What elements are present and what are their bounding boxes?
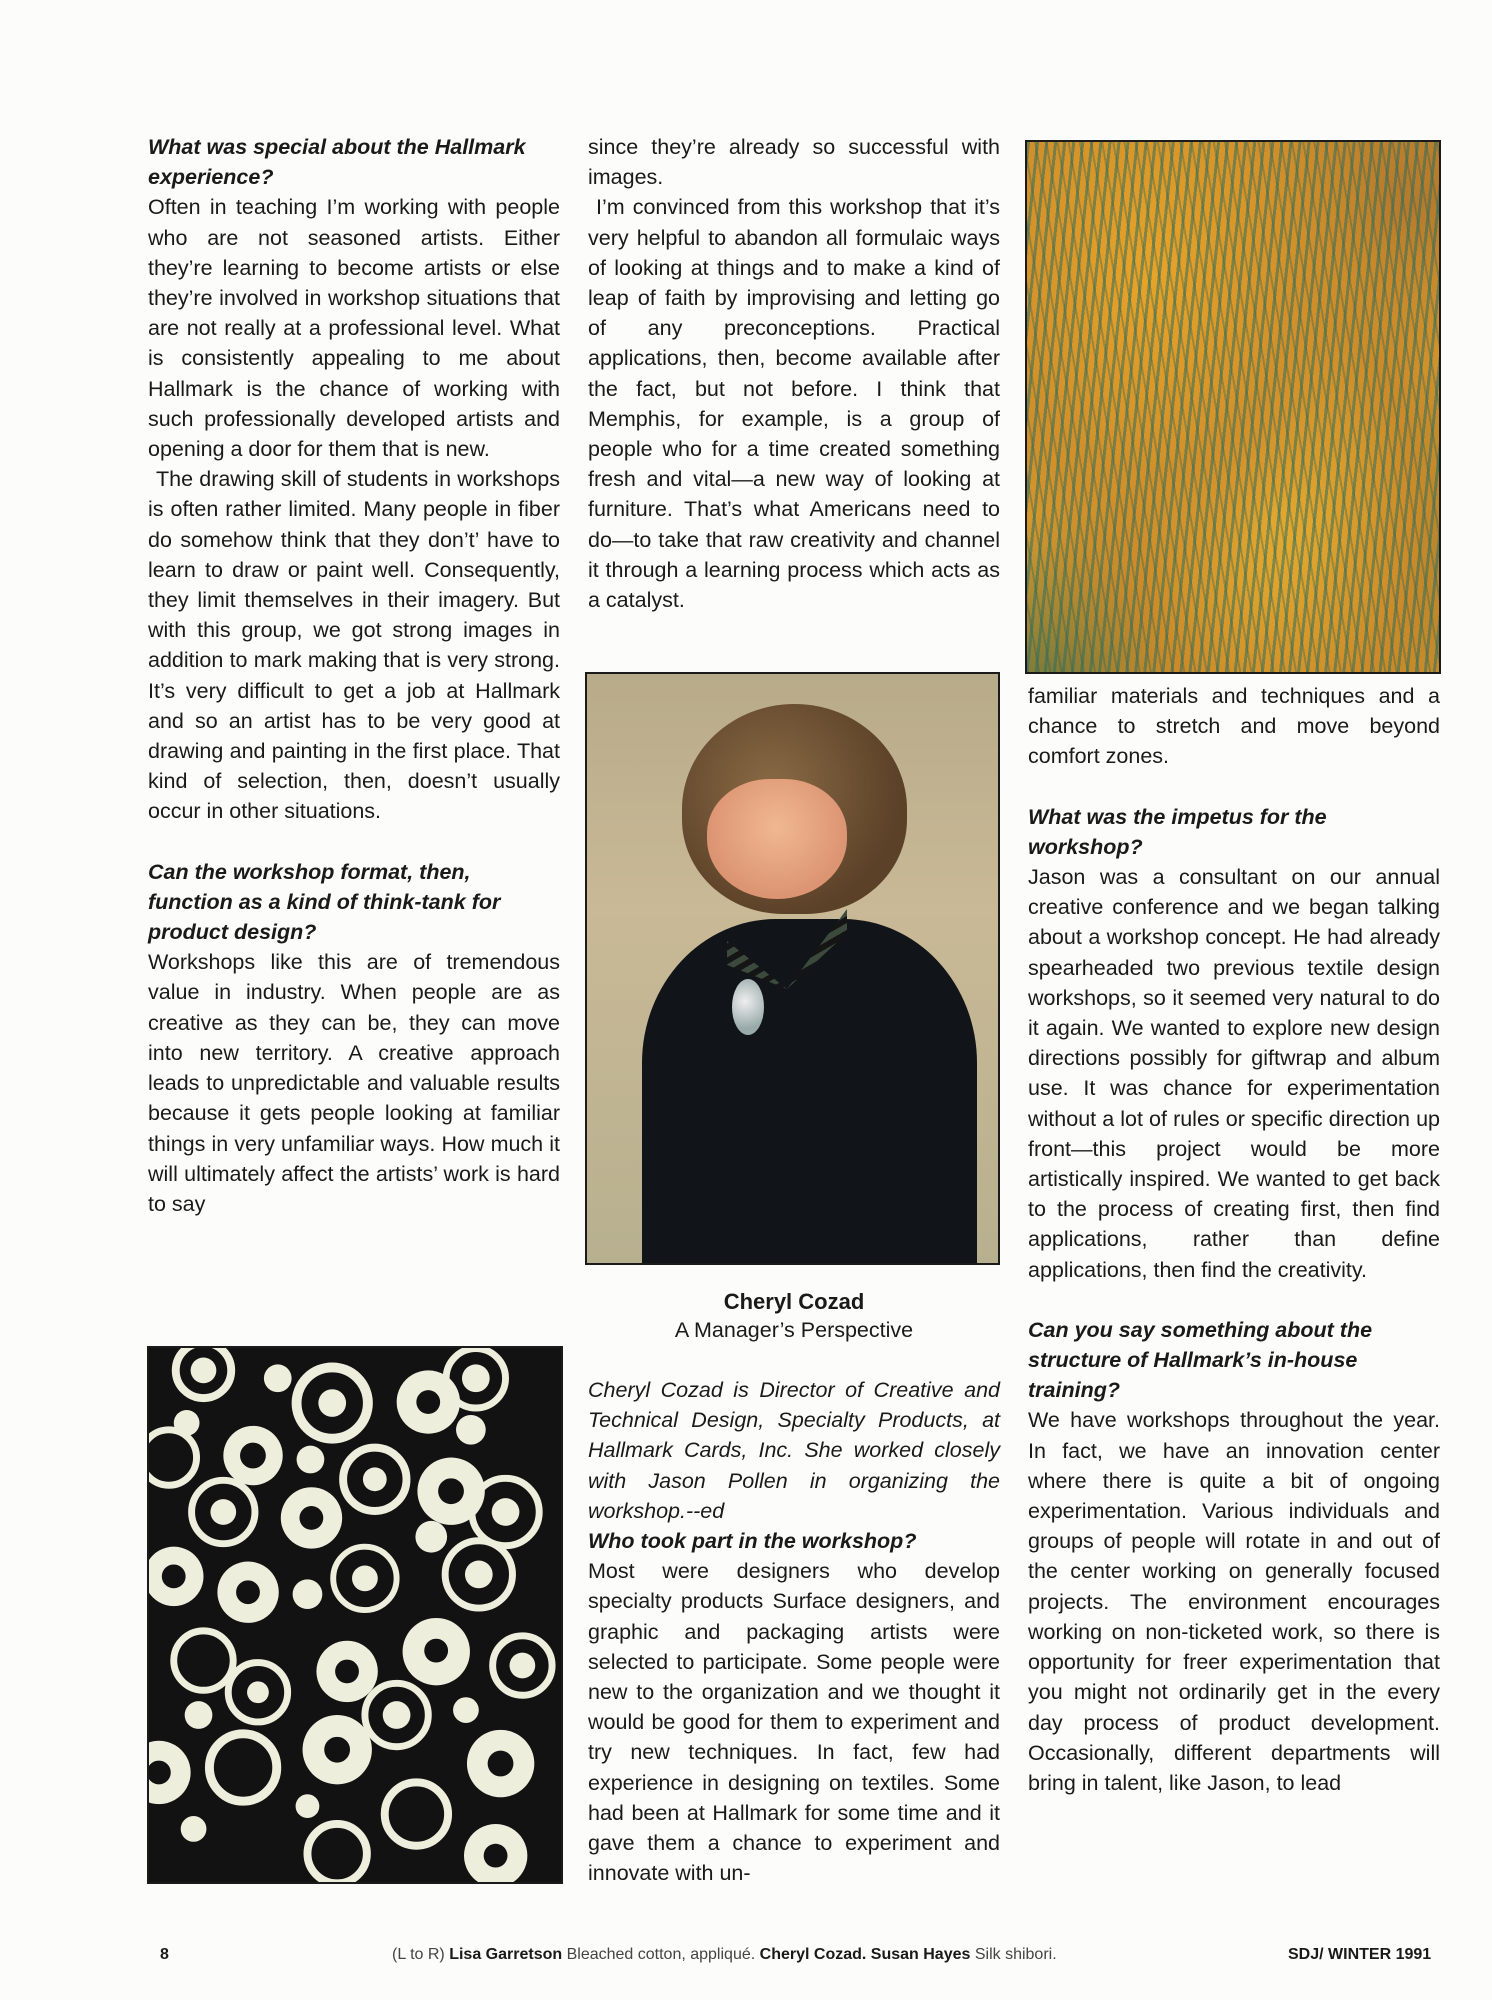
paragraph: Jason was a consultant on our annual creative conference and we began talking about a workshop concept. He had already spearheaded two previous textile design workshops, so it seemed very natural to do it again. We wanted to explore new design directions possibly for giftwrap and album use. It was chance for experimentation without a lot of rules or specific direction up front—this project would be more artistically inspired. We wanted to get back to the process of creating first, then find applications, rather than define applications, then find the creativity.	[1028, 865, 1440, 1282]
question-heading: Who took part in the workshop?	[588, 1529, 917, 1554]
paragraph: since they’re already so successful with images.	[588, 135, 1000, 190]
artist-name: Lisa Garretson	[449, 1946, 563, 1963]
paragraph: I’m convinced from this workshop that it’s very helpful to abandon all formulaic ways of looking at things and to make a kind of leap of faith by improvising and letting go of any preconceptions. Practical applications, then, become available after the fact, but not before. I think that Memphis, for example, is a group of people who for a time created something fresh and vital—a new way of looking at furniture. That’s what Americans need to do—to take that raw creativity and channel it through a learning process which acts as a catalyst.	[588, 195, 1000, 613]
bleached-cotton-print-photo	[147, 1346, 563, 1884]
portrait-brooch	[732, 979, 764, 1035]
credits-prefix: (L to R)	[392, 1946, 445, 1963]
question-heading: Can the workshop format, then, function as a kind of think-tank for product design?	[148, 859, 501, 945]
artwork-description: Silk shibori.	[974, 1946, 1057, 1963]
paragraph: Workshops like this are of tremendous value in industry. When people are as creative as they can be, they can move into new territory. A creative approach leads to unpredictable and valuable results because it gets people looking at familiar things in very unfamiliar ways. How much it will ultimately affect the artists’ work is hard to say	[148, 950, 560, 1216]
page-number: 8	[160, 1946, 169, 1963]
paragraph: We have workshops throughout the year. In fact, we have an innovation center where there is quite a bit of ongoing experimentation. Various individuals and groups of people will rotate in and out of the center working on generally focused projects. The environment encourages working on non-ticketed work, so there is opportunity for freer experimentation that you might not ordinarily get in the every day process of product development. Occasionally, different departments will bring in talent, like Jason, to lead	[1028, 1408, 1440, 1795]
portrait-photo	[585, 672, 1000, 1265]
question-heading: What was special about the Hallmark experience?	[148, 135, 526, 190]
circle-pattern-graphic	[149, 1348, 561, 1882]
portrait-face	[707, 779, 847, 899]
photo-caption-name: Cheryl Cozad	[723, 1289, 865, 1314]
portrait-body	[642, 919, 977, 1265]
artwork-description: Bleached cotton, appliqué.	[566, 1946, 756, 1963]
paragraph: Often in teaching I’m working with people who are not seasoned artists. Either they’re learning to become artists or else they’re involved in workshop situations that are not really at a professional level. What is consistently appealing to me about Hallmark is the chance of working with such professionally developed artists and opening a door for them that is new.	[148, 195, 560, 462]
paragraph: Most were designers who develop specialty products Surface designers, and graphic and packaging artists were selected to participate. Some people were new to the organization and we thought it would be good for them to experiment and try new techniques. In fact, few had experience in designing on textiles. Some had been at Hallmark for some time and it gave them a chance to experiment and innovate with un-	[588, 1559, 1000, 1886]
photo-credits	[392, 1945, 1057, 1965]
editor-intro: Cheryl Cozad is Director of Creative and Technical Design, Specialty Products, at Hallmark Cards, Inc. She worked closely with Jason Pollen in organizing the workshop.--ed	[588, 1378, 1000, 1523]
issue-label: SDJ/ WINTER 1991	[1288, 1946, 1432, 1963]
column-2-bottom	[588, 1375, 1000, 1888]
question-heading: Can you say something about the structure of Hallmark’s in-house training?	[1028, 1317, 1373, 1403]
column-2-top	[588, 132, 1000, 615]
question-heading: What was the impetus for the workshop?	[1028, 804, 1327, 859]
paragraph: The drawing skill of students in workshops is often rather limited. Many people in fiber do somehow think that they don’t’ have to learn to draw or paint well. Consequently, they limit themselves in their imagery. But with this group, we got strong images in addition to mark making that is very strong. It’s very difficult to get a job at Hallmark and so an artist has to be very good at drawing and painting in the first place. That kind of selection, then, doesn’t usually occur in other situations.	[148, 467, 560, 824]
photo-caption-subtitle: A Manager’s Perspective	[674, 1318, 914, 1342]
artist-name: Cheryl Cozad.	[759, 1946, 867, 1963]
silk-shibori-photo	[1025, 140, 1441, 674]
column-3	[1028, 681, 1440, 1798]
column-1	[148, 132, 560, 1219]
artist-name: Susan Hayes	[870, 1946, 971, 1963]
paragraph: familiar materials and techniques and a chance to stretch and move beyond comfort zones.	[1028, 684, 1440, 769]
